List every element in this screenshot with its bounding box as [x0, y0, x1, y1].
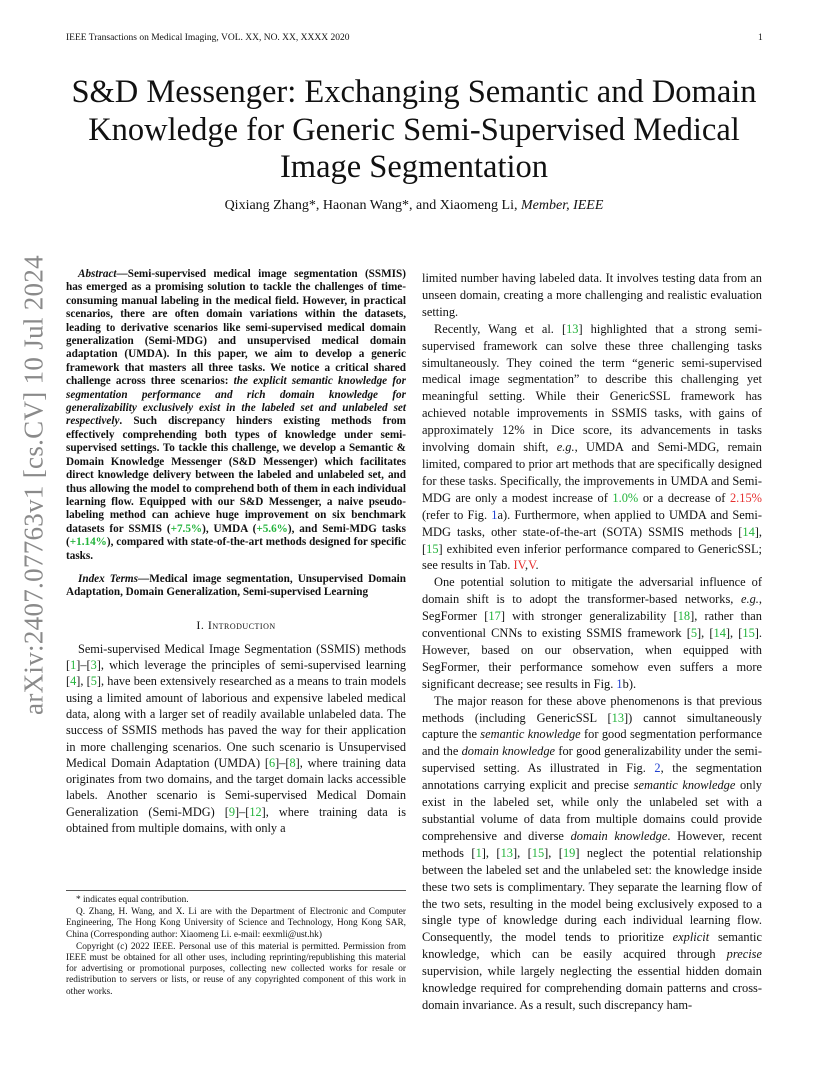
author-membership: Member, IEEE	[521, 198, 604, 213]
decrease-value: 2.15%	[729, 490, 762, 505]
text: Recently, Wang et al. [	[434, 321, 567, 336]
text: ,	[524, 558, 529, 573]
section-heading	[66, 618, 406, 633]
figure-link[interactable]: 1	[491, 507, 498, 522]
text: for good generalizability under the semi-supervised setting. As illustrated in Fig.	[422, 744, 762, 776]
index-terms-text: —Medical image segmentation, Unsupervised Domain Adaptation, Domain Generalization, Semi-supervised Learning	[66, 572, 406, 599]
abstract-dash: —	[116, 268, 128, 280]
citation-link[interactable]: 5	[690, 626, 698, 641]
text: .	[535, 558, 539, 573]
index-terms	[66, 573, 406, 600]
intro-paragraph	[66, 641, 406, 837]
gain-umda: +5.6%	[256, 522, 288, 535]
text: One potential solution to mitigate the adversarial influence of domain shift is to adopt the transformer-based networks,	[422, 575, 762, 607]
abstract	[66, 268, 406, 563]
text-italic: domain knowledge	[570, 828, 668, 843]
citation-link[interactable]: 15	[531, 845, 545, 860]
arxiv-sidebar	[16, 255, 52, 715]
text: ], rather than conventional CNNs to existing SSMIS framework [	[422, 609, 762, 641]
section-title: Introduction	[207, 617, 276, 632]
body-paragraph	[422, 693, 762, 1014]
text-italic: semantic knowledge	[633, 778, 736, 793]
text: ], [	[422, 524, 762, 556]
text-italic: semantic knowledge	[480, 727, 581, 742]
table-link[interactable]: V	[528, 558, 536, 573]
citation-link[interactable]: 13	[566, 321, 579, 336]
citation-link[interactable]: 5	[90, 674, 97, 689]
citation-link[interactable]: 4	[70, 674, 77, 689]
text: supervision, while largely neglecting the essential hidden domain knowledge required for comprehending domain patterns and cross-domain invariance. As a result, such discrepancy ham-	[422, 964, 762, 1012]
text: a). Furthermore, when applied to UMDA and Semi-MDG tasks, other state-of-the-art (SOTA) SSMIS methods [	[422, 507, 762, 539]
text: ]. However, based on our observation, when equipped with SegFormer, their performance somehow even suffers a more significant decrease; see results in Fig.	[422, 626, 762, 691]
figure-link[interactable]: 1	[616, 676, 623, 691]
citation-link[interactable]: 13	[611, 710, 625, 725]
text: ], [	[512, 845, 532, 860]
text: The major reason for these above phenomenons is that previous methods (including GenericSSL [	[422, 693, 762, 725]
section-number: I.	[196, 617, 208, 632]
citation-link[interactable]: 15	[426, 541, 439, 556]
text: (refer to Fig.	[422, 507, 492, 522]
citation-link[interactable]: 18	[677, 609, 691, 624]
text-italic: explicit	[672, 930, 710, 945]
gain-semi-mdg: +1.14%	[69, 536, 107, 549]
abstract-label: Abstract	[78, 268, 117, 280]
citation-link[interactable]: 14	[713, 626, 726, 641]
text: ], where training data is obtained from multiple domains, with only a	[66, 804, 406, 836]
text: ] neglect the potential relationship between the labeled set and the unlabeled set: the knowledge inside these two sets is complimentary. They separate the learning flow of the two sets, resulting in the model being exclusively exposed to a single type of knowledge during each individual learning flow. Consequently, the model tends to prioritize	[422, 845, 762, 945]
text: ] exhibited even inferior performance compared to GenericSSL; see results in Tab.	[422, 541, 762, 573]
body-paragraph	[422, 321, 762, 575]
footnote-equal-contribution: * indicates equal contribution.	[76, 895, 189, 905]
index-terms-label: Index Terms	[78, 572, 138, 585]
text-italic: precise	[726, 947, 762, 962]
text: ]–[	[275, 755, 290, 770]
body-paragraph	[422, 574, 762, 692]
citation-link[interactable]: 8	[289, 755, 296, 770]
table-link[interactable]: IV	[513, 558, 525, 573]
text: ] with stronger generalizability [	[500, 609, 678, 624]
arxiv-identifier: arXiv:2407.07763v1 [cs.CV] 10 Jul 2024	[18, 255, 49, 715]
text-italic: e.g.	[556, 440, 575, 455]
left-column	[66, 268, 406, 836]
text: ], [	[76, 674, 91, 689]
text: ]) cannot simultaneously capture the	[422, 710, 762, 742]
footnotes	[66, 890, 406, 999]
abstract-text: . Such discrepancy hinders existing methods from effectively comprehending both types of knowledge under semi-supervised settings. To tackle this challenge, we develop a Semantic & Domain Knowledge Messenger (S&D Messenger) which facilitates direct knowledge delivery between the labeled and unlabeled set, and thus allowing the model to comprehend both of them in each individual learning flow. Equipped with our S&D Messenger, a naive pseudo-labeling method can achieve huge improvement on six benchmark datasets for SSMIS (	[66, 415, 406, 535]
abstract-text: ), and Semi-MDG tasks (	[66, 522, 407, 549]
abstract-italic-claim: the explicit semantic knowledge for segmentation performance and rich domain knowledge for generalizability exclusively exist in the labeled set and unlabeled set respectively	[66, 375, 406, 428]
running-head: IEEE Transactions on Medical Imaging, VOL. XX, NO. XX, XXXX 2020	[66, 33, 350, 43]
text: ], [	[544, 845, 563, 860]
text: only exist in the labeled set, while only the unlabeled set with a substantial volume of data from multiple domains could provide comprehensive and diverse	[422, 778, 762, 843]
citation-link[interactable]: 19	[562, 845, 576, 860]
citation-link[interactable]: 15	[742, 626, 755, 641]
text: b).	[622, 676, 637, 691]
citation-link[interactable]: 17	[488, 609, 501, 624]
citation-link[interactable]: 13	[500, 845, 513, 860]
text: , UMDA and Semi-MDG, remain limited, compared to prior art methods that are specifically designed for these tasks. Specifically, the improvements in UMDA and Semi-MDG are only a modest increase of	[422, 440, 762, 505]
abstract-text: Semi-supervised medical image segmentation (SSMIS) has emerged as a promising solution to tackle the challenges of time-consuming manual labeling in the medical field. However, in practical scenarios, there are often domain variations within the datasets, leading to derivative scenarios like semi-supervised medical domain generalization (Semi-MDG) and unsupervised medical domain adaptation (UMDA). In this paper, we aim to develop a generic framework that masters all three tasks. We notice a critical shared challenge across three scenarios:	[66, 268, 406, 388]
citation-link[interactable]: 14	[742, 524, 755, 539]
text-italic: e.g.	[741, 592, 759, 607]
citation-link[interactable]: 1	[70, 658, 77, 673]
text: . However, recent methods [	[422, 828, 762, 860]
citation-link[interactable]: 12	[249, 804, 262, 819]
text: ] highlighted that a strong semi-supervised framework can solve these three challenging tasks simultaneously. They coined the term “generic semi-supervised medical image segmentation” to describe this challenging yet meaningful setting. While their GenericSSL framework has achieved notable improvements in SSMIS tasks, with gains of approximately 12% in Dice score, its advancements in tasks involving domain shift,	[422, 321, 762, 455]
text-italic: domain knowledge	[461, 744, 556, 759]
page-number: 1	[758, 33, 763, 43]
citation-link[interactable]: 3	[90, 658, 97, 673]
abstract-text: ), UMDA (	[202, 522, 257, 535]
right-column	[422, 270, 762, 1014]
body-paragraph: limited number having labeled data. It involves testing data from an unseen domain, creating a more challenging and realistic evaluation setting.	[422, 271, 762, 319]
text: or a decrease of	[638, 490, 730, 505]
text: ], which leverage the principles of semi-supervised learning [	[66, 658, 406, 689]
increase-value: 1.0%	[612, 490, 639, 505]
text: ], [	[697, 626, 714, 641]
text: ], where training data originates from two domains, and the target domain lacks accessible labels. Another scenario is Semi-supervised Medical Domain Generalization (Semi-MDG) [	[66, 755, 406, 819]
text: , the segmentation annotations carrying explicit and precise	[422, 761, 762, 793]
footnote-affiliation: Q. Zhang, H. Wang, and X. Li are with the Department of Electronic and Computer Engineering, The Hong Kong University of Science and Technology, Hong Kong SAR, China (Corresponding author: Xiaomeng Li. e-mail: eexmli@ust.hk)	[66, 907, 406, 940]
gain-ssmis: +7.5%	[170, 522, 203, 535]
text: ]–[	[76, 658, 91, 673]
figure-link[interactable]: 2	[654, 761, 661, 776]
paper-title: S&D Messenger: Exchanging Semantic and Domain Knowledge for Generic Semi-Supervised Medical Image Segmentation	[71, 74, 757, 185]
text: Semi-supervised Medical Image Segmentation (SSMIS) methods [	[66, 641, 406, 673]
author-names: Qixiang Zhang*, Haonan Wang*, and Xiaomeng Li,	[224, 198, 521, 213]
text: semantic knowledge, which can be easily acquired through	[422, 930, 762, 962]
citation-link[interactable]: 9	[228, 804, 235, 819]
text: ]–[	[235, 804, 250, 819]
author-list	[50, 198, 778, 214]
abstract-text: ), compared with state-of-the-art methods designed for specific tasks.	[66, 536, 406, 562]
citation-link[interactable]: 6	[268, 755, 276, 770]
text: ], have been extensively researched as a means to train models using a limited amount of laborious and expensive labeled medical data, along with a larger set of readily available unlabeled data. The success of SSMIS methods has paved the way for their application in more challenging scenarios. One such scenario is Unsupervised Medical Domain Adaptation (UMDA) [	[66, 674, 406, 770]
text: , SegFormer [	[422, 592, 762, 624]
footnote-copyright: Copyright (c) 2022 IEEE. Personal use of this material is permitted. Permission from IEEE must be obtained for all other uses, including reprinting/republishing this material for advertising or promotional purposes, collecting new collected works for resale or redistribution to servers or lists, or reuse of any copyrighted component of this work in other works.	[66, 941, 406, 997]
text: for good segmentation performance and the	[422, 727, 762, 759]
citation-link[interactable]: 1	[475, 845, 482, 860]
text: ], [	[481, 845, 501, 860]
text: ], [	[725, 626, 743, 641]
